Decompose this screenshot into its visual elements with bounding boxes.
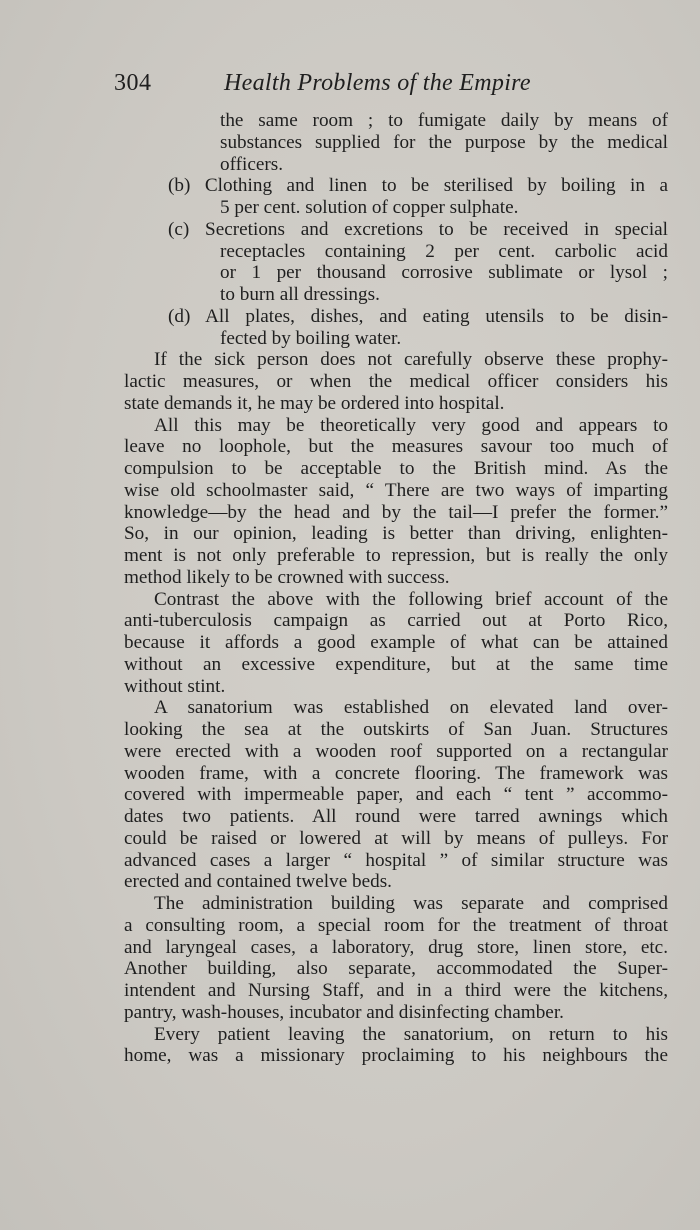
- text-line: looking the sea at the outskirts of San Juan. Structures: [124, 719, 668, 740]
- text-line: pantry, wash-houses, incubator and disinfecting chamber.: [124, 1001, 564, 1023]
- text-line: Every patient leaving the sanatorium, on return to his: [154, 1023, 668, 1045]
- text-line: could be raised or lowered at will by means of pulleys. For: [124, 827, 668, 849]
- text-line: advanced cases a larger “ hospital ” of similar structure was: [124, 849, 668, 871]
- text-line: (d) All plates, dishes, and eating utensils to be disin-: [168, 305, 668, 327]
- text-line: state demands it, he may be ordered into hospital.: [124, 392, 505, 414]
- text-line: officers.: [220, 153, 284, 175]
- text-line: 5 per cent. solution of copper sulphate.: [220, 197, 519, 218]
- text-line: knowledge—by the head and by the tail—I prefer the former.”: [124, 501, 668, 523]
- text-line: home, was a missionary proclaiming to his neighbours the: [124, 1045, 668, 1067]
- text-line: So, in our opinion, leading is better than driving, enlighten-: [124, 523, 668, 545]
- text-line: lactic measures, or when the medical officer considers his: [124, 371, 668, 392]
- text-line: fected by boiling water.: [220, 327, 402, 349]
- text-line: wooden frame, with a concrete flooring. The framework was: [124, 762, 668, 784]
- text-line: a consulting room, a special room for the treatment of throat: [124, 914, 668, 936]
- text-line: Another building, also separate, accommodated the Super-: [124, 958, 668, 980]
- text-line: receptacles containing 2 per cent. carbolic acid: [220, 240, 668, 262]
- text-line: (b) Clothing and linen to be sterilised by boiling in a: [168, 175, 668, 197]
- running-title: Health Problems of the Empire: [224, 70, 531, 96]
- text-line: without an excessive expenditure, but at the same time: [124, 653, 668, 675]
- text-line: wise old schoolmaster said, “ There are two ways of imparting: [124, 479, 668, 501]
- text-line: because it affords a good example of what can be attained: [124, 632, 668, 653]
- text-line: intendent and Nursing Staff, and in a third were the kitchens,: [124, 980, 668, 1001]
- text-line: (c) Secretions and excretions to be received in special: [168, 218, 668, 240]
- text-line: substances supplied for the purpose by the medical: [220, 131, 668, 153]
- text-line: without stint.: [124, 675, 226, 697]
- text-line: covered with impermeable paper, and each “ tent ” accommo-: [124, 784, 668, 806]
- body-text: [124, 110, 668, 1067]
- page-number: 304: [114, 70, 152, 96]
- text-line: compulsion to be acceptable to the British mind. As the: [124, 458, 668, 479]
- text-line: ment is not only preferable to repression, but is really the only: [124, 545, 668, 566]
- text-line: erected and contained twelve beds.: [124, 871, 392, 893]
- text-line: method likely to be crowned with success.: [124, 566, 450, 588]
- text-line: and laryngeal cases, a laboratory, drug store, linen store, etc.: [124, 936, 668, 958]
- text-line: All this may be theoretically very good and appears to: [154, 414, 668, 436]
- text-line: Contrast the above with the following brief account of the: [154, 588, 668, 610]
- text-line: If the sick person does not carefully observe these prophy-: [154, 349, 668, 371]
- page-header: [114, 70, 574, 104]
- text-line: dates two patients. All round were tarred awnings which: [124, 806, 668, 827]
- text-line: or 1 per thousand corrosive sublimate or lysol ;: [220, 262, 668, 284]
- text-line: anti-tuberculosis campaign as carried out at Porto Rico,: [124, 610, 668, 632]
- text-line: were erected with a wooden roof supported on a rectangular: [124, 740, 668, 762]
- text-line: leave no loophole, but the measures savour too much of: [124, 436, 668, 458]
- text-line: the same room ; to fumigate daily by means of: [220, 110, 668, 131]
- text-line: The administration building was separate and comprised: [154, 893, 668, 914]
- text-line: A sanatorium was established on elevated land over-: [154, 697, 668, 719]
- text-line: to burn all dressings.: [220, 284, 380, 305]
